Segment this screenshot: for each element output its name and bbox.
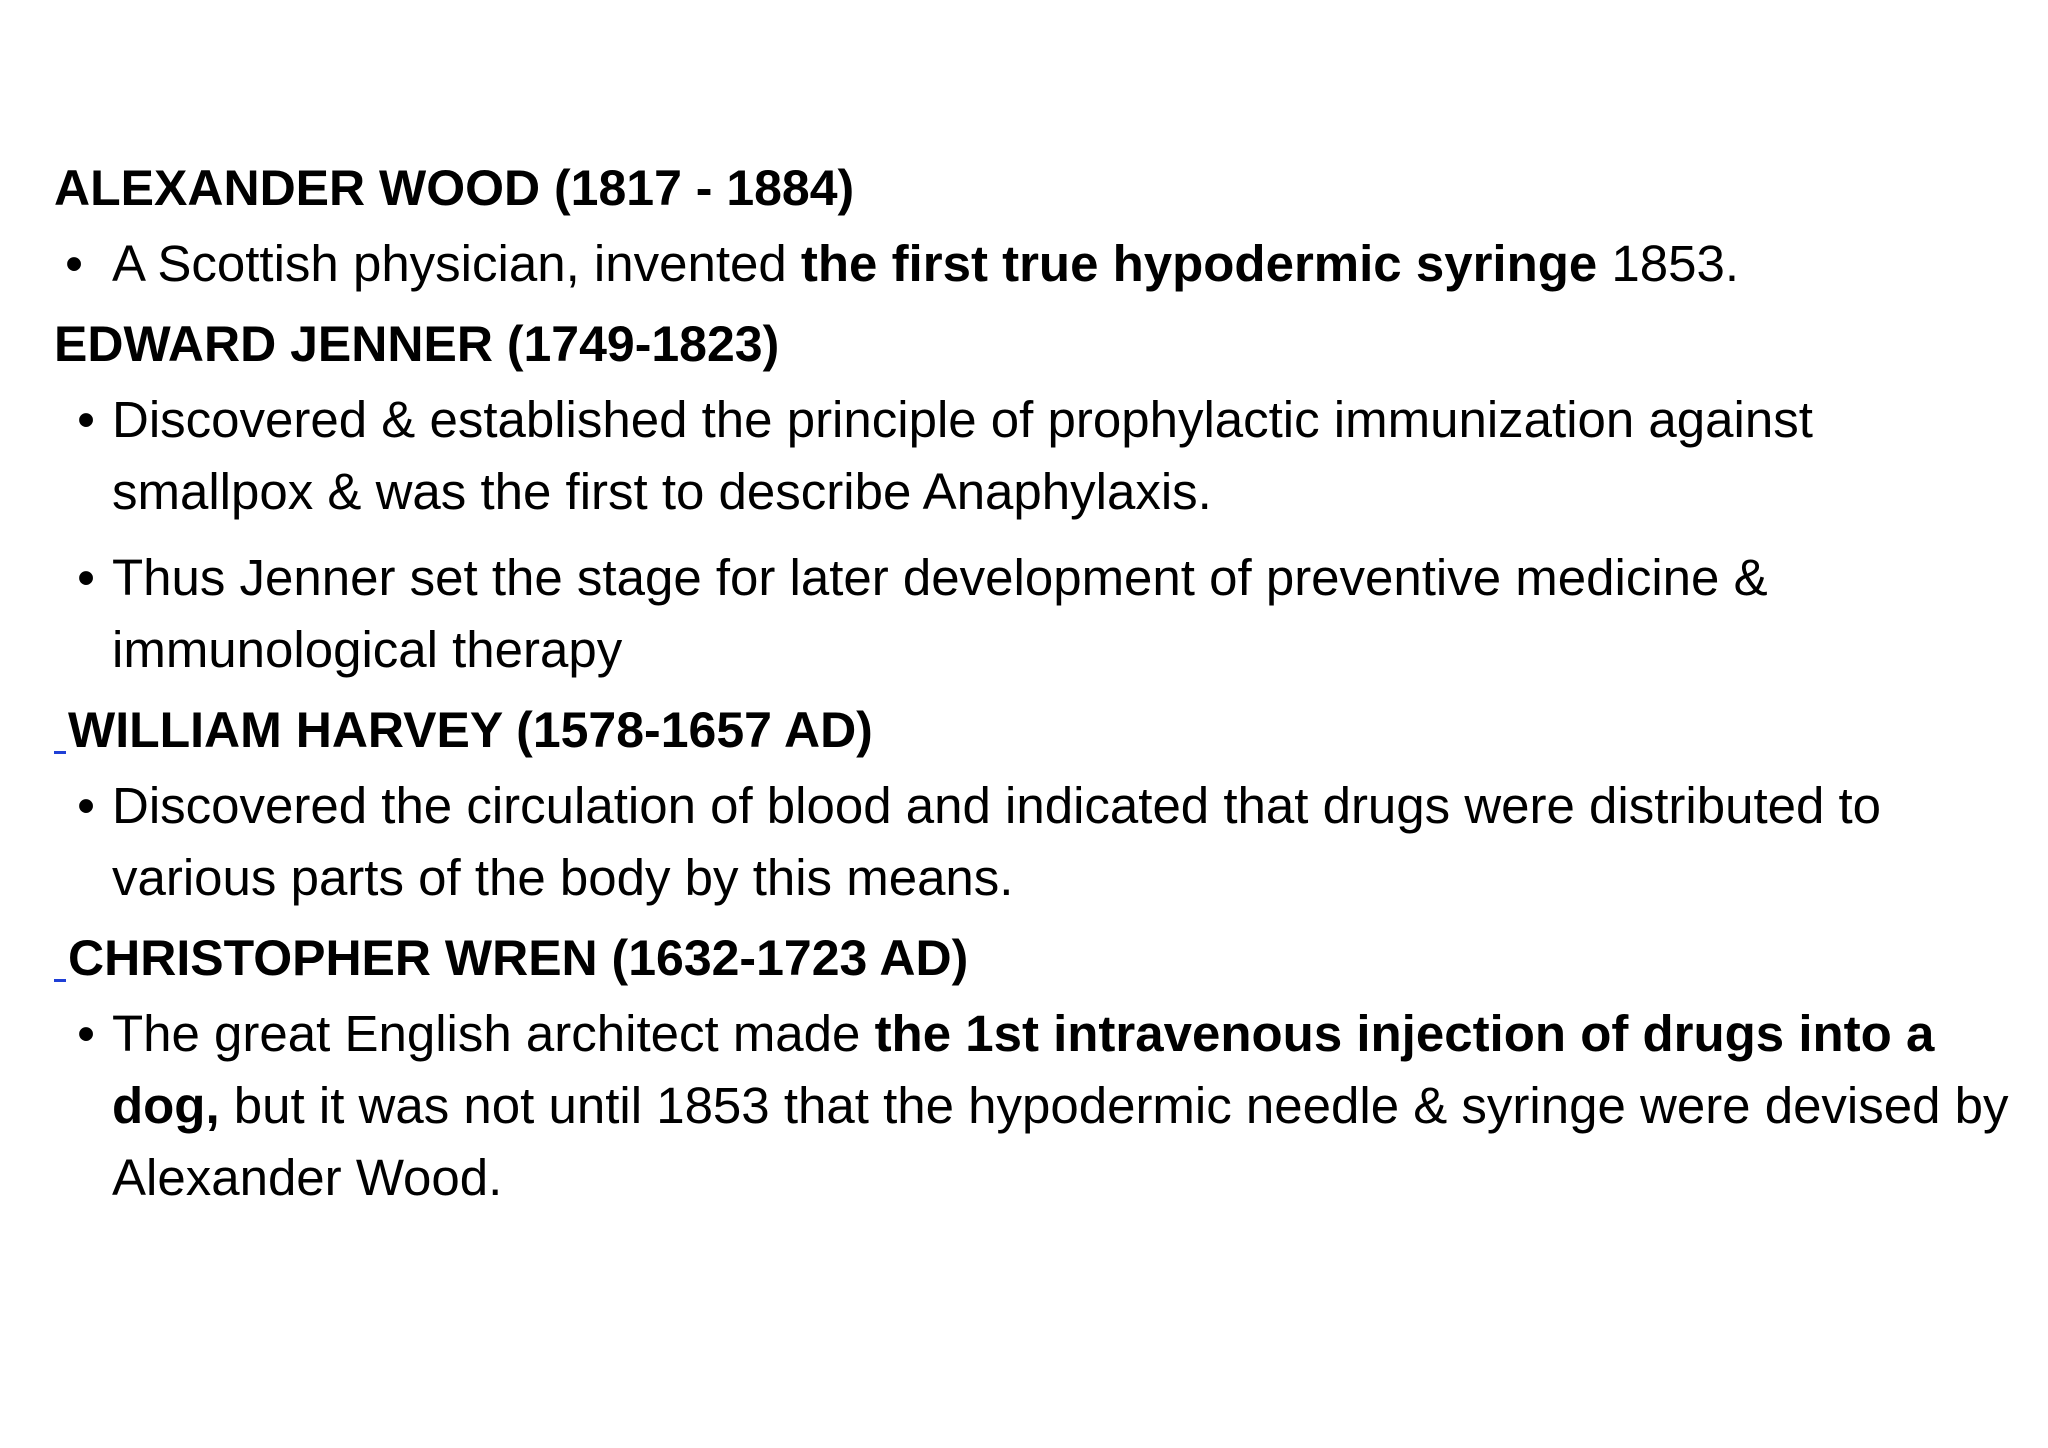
text-run: 1853.: [1597, 235, 1740, 292]
bullet-dot: •: [77, 549, 95, 606]
bullet-text: Thus Jenner set the stage for later development of preventive medicine & immunological therapy: [112, 549, 1768, 678]
bullet-text: Discovered the circulation of blood and indicated that drugs were distributed to various parts of the body by this means.: [112, 777, 1882, 906]
bullet-text: [112, 235, 1739, 292]
text-run: but it was not until 1853 that the hypodermic needle & syringe were devised by Alexander Wood.: [112, 1077, 2009, 1206]
bullet-alexander-wood-1: [54, 228, 2014, 300]
link-underline-mark: [54, 751, 66, 754]
bullet-dot: •: [65, 235, 83, 292]
bullet-text: [112, 1005, 2009, 1206]
text-run-bold: the first true hypodermic syringe: [800, 235, 1598, 292]
bullet-text: Discovered & established the principle of prophylactic immunization against smallpox & was the first to describe Anaphylaxis.: [112, 391, 1813, 520]
text-run: The great English architect made: [112, 1005, 875, 1062]
bullet-dot: •: [77, 391, 95, 448]
bullet-dot: •: [77, 1005, 95, 1062]
heading-text: WILLIAM HARVEY (1578-1657 AD): [68, 702, 873, 758]
heading-alexander-wood: ALEXANDER WOOD (1817 - 1884): [54, 160, 855, 216]
bullet-william-harvey-1: [72, 770, 2014, 914]
bullet-edward-jenner-2: [72, 542, 2014, 686]
slide-content: [54, 158, 2014, 1228]
bullet-dot: •: [77, 777, 95, 834]
heading-christopher-wren: [54, 928, 2014, 988]
heading-william-harvey: [54, 700, 2014, 760]
heading-edward-jenner: EDWARD JENNER (1749-1823): [54, 316, 780, 372]
bullet-edward-jenner-1: [72, 384, 2014, 528]
heading-text: CHRISTOPHER WREN (1632-1723 AD): [68, 930, 969, 986]
text-run-bold: the 1st intravenous injection of drugs into a dog,: [112, 1005, 1935, 1134]
bullet-christopher-wren-1: [72, 998, 2014, 1214]
text-run: A Scottish physician, invented: [112, 235, 801, 292]
link-underline-mark: [54, 979, 66, 982]
